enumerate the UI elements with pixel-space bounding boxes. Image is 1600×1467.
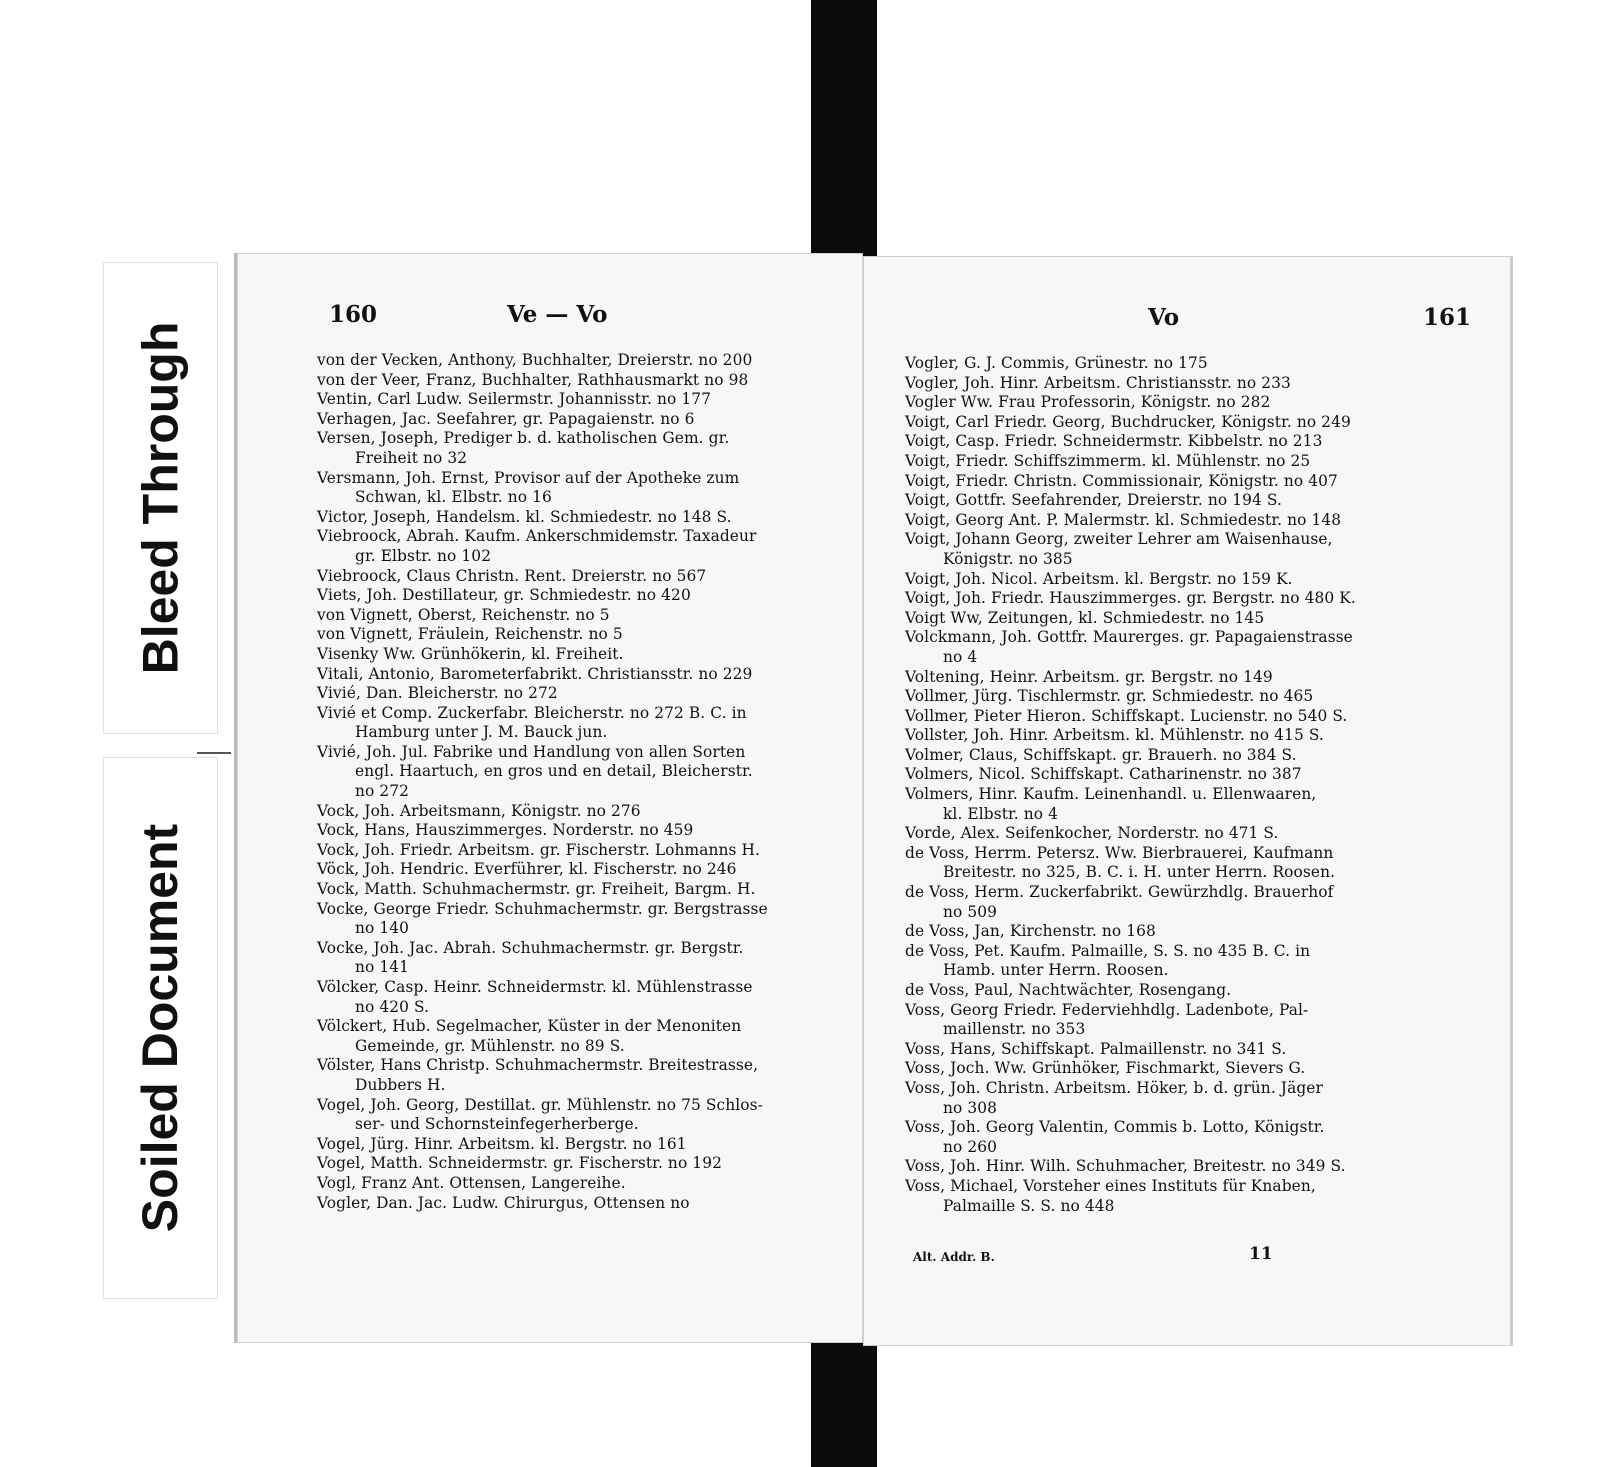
directory-entry [905, 668, 1483, 688]
directory-entry [905, 765, 1483, 785]
directory-entry [905, 589, 1483, 609]
directory-entry [905, 687, 1483, 707]
entry-line: Ventin, Carl Ludw. Seilermstr. Johannisstr. no 177 [317, 390, 711, 409]
entry-line: Vogler, Dan. Jac. Ludw. Chirurgus, Ottensen no [317, 1193, 690, 1212]
entry-line: Visenky Ww. Grünhökerin, kl. Freiheit. [317, 644, 624, 663]
directory-entry [317, 860, 823, 880]
directory-entry [317, 821, 823, 841]
entry-continuation: no 272 [355, 782, 410, 801]
entry-continuation: Königstr. no 385 [943, 549, 1073, 568]
directory-entry [905, 746, 1483, 766]
entry-line: Voigt, Friedr. Christn. Commissionair, Königstr. no 407 [905, 471, 1338, 490]
directory-entry [317, 1174, 823, 1194]
entry-line: de Voss, Paul, Nachtwächter, Rosengang. [905, 981, 1232, 999]
directory-entry [905, 1001, 1483, 1040]
label-soiled-document-text: Soiled Document [132, 823, 189, 1233]
entry-continuation: no 260 [943, 1137, 998, 1156]
entry-line: Vogel, Joh. Georg, Destillat. gr. Mühlenstr. no 75 Schlos- [317, 1095, 763, 1114]
directory-entry [317, 880, 823, 900]
directory-entry [905, 452, 1483, 472]
directory-entry [905, 491, 1483, 511]
entry-continuation: kl. Elbstr. no 4 [943, 804, 1059, 823]
right-page [863, 256, 1513, 1346]
directory-entry [905, 609, 1483, 629]
entry-line: von Vignett, Oberst, Reichenstr. no 5 [317, 605, 610, 624]
directory-entry [905, 472, 1483, 492]
entry-line: Voigt, Casp. Friedr. Schneidermstr. Kibbelstr. no 213 [905, 432, 1323, 451]
entry-line: Vogel, Jürg. Hinr. Arbeitsm. kl. Bergstr. no 161 [317, 1134, 687, 1153]
directory-entry [905, 1079, 1483, 1118]
entry-continuation: Freiheit no 32 [355, 448, 468, 467]
entry-line: Vogel, Matth. Schneidermstr. gr. Fischerstr. no 192 [317, 1154, 722, 1173]
directory-entry [905, 393, 1483, 413]
directory-entry [317, 665, 823, 685]
right-running-head: Vo [1148, 304, 1180, 331]
directory-entry [905, 511, 1483, 531]
directory-entry [317, 1135, 823, 1155]
entry-continuation: engl. Haartuch, en gros und en detail, Bleicherstr. [355, 762, 753, 781]
directory-entry [905, 432, 1483, 452]
directory-entry [317, 841, 823, 861]
entry-line: Voss, Michael, Vorsteher eines Instituts für Knaben, [905, 1176, 1316, 1195]
directory-entry [317, 704, 823, 743]
directory-entry [317, 645, 823, 665]
entry-continuation: Hamburg unter J. M. Bauck jun. [355, 723, 608, 742]
left-running-head: Ve — Vo [507, 301, 608, 328]
label-soiled-document [103, 757, 218, 1299]
directory-entry [317, 606, 823, 626]
directory-entry [317, 743, 823, 802]
entry-continuation: Palmaille S. S. no 448 [943, 1196, 1115, 1215]
entry-line: Voigt, Georg Ant. P. Malermstr. kl. Schmiedestr. no 148 [905, 510, 1342, 529]
entry-line: Vock, Hans, Hauszimmerges. Norderstr. no 459 [317, 821, 694, 840]
right-page-footer: Alt. Addr. B. [913, 1250, 995, 1264]
entry-continuation: ser- und Schornsteinfegerherberge. [355, 1115, 639, 1134]
entry-line: Vock, Matth. Schuhmachermstr. gr. Freiheit, Bargm. H. [317, 880, 756, 899]
directory-entry [317, 1056, 823, 1095]
directory-entry [317, 567, 823, 587]
entry-continuation: no 140 [355, 919, 410, 938]
directory-entry [905, 1157, 1483, 1177]
entry-line: Voss, Georg Friedr. Federviehhdlg. Ladenbote, Pal- [905, 1000, 1309, 1019]
entry-line: Voss, Joh. Hinr. Wilh. Schuhmacher, Breitestr. no 349 S. [905, 1157, 1346, 1176]
entry-line: von der Vecken, Anthony, Buchhalter, Dreierstr. no 200 [317, 351, 753, 369]
entry-continuation: gr. Elbstr. no 102 [355, 546, 492, 565]
directory-entry [317, 939, 823, 978]
entry-line: Voss, Joh. Christn. Arbeitsm. Höker, b. d. grün. Jäger [905, 1078, 1323, 1097]
entry-line: Vivié, Joh. Jul. Fabrike und Handlung von allen Sorten [317, 742, 746, 761]
entry-line: de Voss, Jan, Kirchenstr. no 168 [905, 922, 1156, 941]
entry-line: Vitali, Antonio, Barometerfabrikt. Christiansstr. no 229 [317, 664, 753, 683]
entry-continuation: Hamb. unter Herrn. Roosen. [943, 961, 1169, 980]
left-page-number: 160 [329, 301, 378, 328]
entry-line: Vogler Ww. Frau Professorin, Königstr. no 282 [905, 393, 1271, 412]
entry-line: Vollster, Joh. Hinr. Arbeitsm. kl. Mühlenstr. no 415 S. [905, 726, 1324, 745]
directory-entry [317, 900, 823, 939]
entry-line: Voss, Hans, Schiffskapt. Palmaillenstr. no 341 S. [905, 1039, 1287, 1058]
entry-line: von der Veer, Franz, Buchhalter, Rathhausmarkt no 98 [317, 370, 749, 389]
entry-line: Voigt, Gottfr. Seefahrender, Dreierstr. no 194 S. [905, 491, 1282, 510]
entry-line: de Voss, Herm. Zuckerfabrikt. Gewürzhdlg. Brauerhof [905, 883, 1334, 902]
entry-continuation: maillenstr. no 353 [943, 1020, 1086, 1039]
entry-continuation: no 141 [355, 958, 410, 977]
directory-entry [905, 354, 1483, 374]
entry-continuation: Dubbers H. [355, 1075, 446, 1094]
directory-entry [905, 570, 1483, 590]
directory-entry [905, 530, 1483, 569]
entry-continuation: no 308 [943, 1098, 998, 1117]
directory-entry [905, 942, 1483, 981]
entry-line: Vivié, Dan. Bleicherstr. no 272 [317, 684, 558, 703]
entry-continuation: no 509 [943, 902, 998, 921]
directory-entry [905, 413, 1483, 433]
entry-line: Voigt Ww, Zeitungen, kl. Schmiedestr. no 145 [905, 608, 1265, 627]
directory-entry [317, 625, 823, 645]
directory-entry [905, 1118, 1483, 1157]
entry-continuation: Gemeinde, gr. Mühlenstr. no 89 S. [355, 1036, 625, 1055]
directory-entry [905, 844, 1483, 883]
right-entry-list [905, 354, 1483, 1216]
directory-entry [317, 410, 823, 430]
entry-line: Vollmer, Pieter Hieron. Schiffskapt. Lucienstr. no 540 S. [905, 706, 1348, 725]
entry-continuation: no 4 [943, 647, 978, 666]
entry-line: Vock, Joh. Friedr. Arbeitsm. gr. Fischerstr. Lohmanns H. [317, 840, 761, 859]
entry-line: Viets, Joh. Destillateur, gr. Schmiedestr. no 420 [317, 586, 691, 605]
entry-continuation: Breitestr. no 325, B. C. i. H. unter Herrn. Roosen. [943, 863, 1336, 882]
entry-line: Versmann, Joh. Ernst, Provisor auf der Apotheke zum [317, 468, 740, 487]
directory-entry [317, 684, 823, 704]
entry-continuation: Schwan, kl. Elbstr. no 16 [355, 488, 552, 507]
entry-line: Volckmann, Joh. Gottfr. Maurerges. gr. Papagaienstrasse [905, 628, 1353, 647]
directory-entry [317, 1096, 823, 1135]
directory-entry [317, 371, 823, 391]
entry-line: Voigt, Carl Friedr. Georg, Buchdrucker, Königstr. no 249 [905, 412, 1351, 431]
directory-entry [317, 1194, 823, 1214]
directory-entry [317, 1154, 823, 1174]
directory-entry [905, 883, 1483, 922]
directory-entry [905, 824, 1483, 844]
entry-line: Vollmer, Jürg. Tischlermstr. gr. Schmiedestr. no 465 [905, 687, 1314, 706]
right-page-header [863, 304, 1511, 334]
left-page-header [237, 301, 863, 331]
label-bleed-through-text: Bleed Through [132, 321, 189, 675]
entry-line: Vogler, Joh. Hinr. Arbeitsm. Christiansstr. no 233 [905, 373, 1291, 392]
directory-entry [317, 429, 823, 468]
right-page-number: 161 [1422, 304, 1471, 331]
entry-line: Völckert, Hub. Segelmacher, Küster in der Menoniten [317, 1017, 742, 1036]
directory-entry [317, 469, 823, 508]
entry-line: Voss, Joh. Georg Valentin, Commis b. Lotto, Königstr. [905, 1118, 1325, 1137]
entry-line: Voigt, Friedr. Schiffszimmerm. kl. Mühlenstr. no 25 [905, 451, 1311, 470]
entry-line: Viebroock, Claus Christn. Rent. Dreierstr. no 567 [317, 566, 707, 585]
entry-line: Versen, Joseph, Prediger b. d. katholischen Gem. gr. [317, 429, 730, 448]
entry-line: Voltening, Heinr. Arbeitsm. gr. Bergstr. no 149 [905, 667, 1273, 686]
left-page [234, 253, 863, 1343]
entry-line: Vock, Joh. Arbeitsmann, Königstr. no 276 [317, 801, 641, 820]
entry-line: Voigt, Joh. Friedr. Hauszimmerges. gr. Bergstr. no 480 K. [905, 589, 1356, 608]
entry-line: Verhagen, Jac. Seefahrer, gr. Papagaienstr. no 6 [317, 409, 695, 428]
directory-entry [905, 1177, 1483, 1216]
entry-line: Vorde, Alex. Seifenkocher, Norderstr. no 471 S. [905, 824, 1279, 843]
directory-entry [905, 628, 1483, 667]
directory-entry [317, 527, 823, 566]
entry-line: Völster, Hans Christp. Schuhmachermstr. Breitestrasse, [317, 1056, 759, 1075]
entry-continuation: no 420 S. [355, 997, 430, 1016]
signature-mark: 11 [1249, 1244, 1273, 1264]
directory-entry [317, 508, 823, 528]
directory-entry [317, 1017, 823, 1056]
entry-line: Vivié et Comp. Zuckerfabr. Bleicherstr. no 272 B. C. in [317, 703, 747, 722]
entry-line: Völcker, Casp. Heinr. Schneidermstr. kl. Mühlenstrasse [317, 978, 753, 996]
entry-line: de Voss, Pet. Kaufm. Palmaille, S. S. no 435 B. C. in [905, 941, 1311, 960]
entry-line: Vogler, G. J. Commis, Grünestr. no 175 [905, 354, 1208, 372]
directory-entry [317, 586, 823, 606]
entry-line: Victor, Joseph, Handelsm. kl. Schmiedestr. no 148 S. [317, 507, 732, 526]
entry-line: Voigt, Joh. Nicol. Arbeitsm. kl. Bergstr. no 159 K. [905, 569, 1293, 588]
entry-line: de Voss, Herrm. Petersz. Ww. Bierbrauerei, Kaufmann [905, 843, 1334, 862]
directory-entry [317, 978, 823, 1017]
directory-entry [905, 374, 1483, 394]
entry-line: Voigt, Johann Georg, zweiter Lehrer am Waisenhause, [905, 530, 1333, 549]
directory-entry [317, 802, 823, 822]
entry-line: Volmers, Nicol. Schiffskapt. Catharinenstr. no 387 [905, 765, 1302, 784]
entry-line: Volmers, Hinr. Kaufm. Leinenhandl. u. Ellenwaaren, [905, 785, 1317, 804]
directory-entry [905, 1059, 1483, 1079]
label-bleed-through [103, 262, 218, 734]
label-divider [197, 752, 231, 754]
entry-line: von Vignett, Fräulein, Reichenstr. no 5 [317, 625, 623, 644]
entry-line: Viebroock, Abrah. Kaufm. Ankerschmidemstr. Taxadeur [317, 527, 757, 546]
entry-line: Vogl, Franz Ant. Ottensen, Langereihe. [317, 1173, 626, 1192]
directory-entry [905, 922, 1483, 942]
directory-entry [905, 1040, 1483, 1060]
directory-entry [905, 707, 1483, 727]
directory-entry [905, 726, 1483, 746]
entry-line: Vocke, George Friedr. Schuhmachermstr. gr. Bergstrasse [317, 899, 768, 918]
left-entry-list [317, 351, 823, 1213]
directory-entry [905, 785, 1483, 824]
directory-entry [317, 351, 823, 371]
directory-entry [317, 390, 823, 410]
entry-line: Vöck, Joh. Hendric. Everführer, kl. Fischerstr. no 246 [317, 860, 737, 879]
entry-line: Voss, Joch. Ww. Grünhöker, Fischmarkt, Sievers G. [905, 1059, 1306, 1078]
entry-line: Volmer, Claus, Schiffskapt. gr. Brauerh. no 384 S. [905, 745, 1297, 764]
directory-entry [905, 981, 1483, 1001]
entry-line: Vocke, Joh. Jac. Abrah. Schuhmachermstr. gr. Bergstr. [317, 938, 744, 957]
